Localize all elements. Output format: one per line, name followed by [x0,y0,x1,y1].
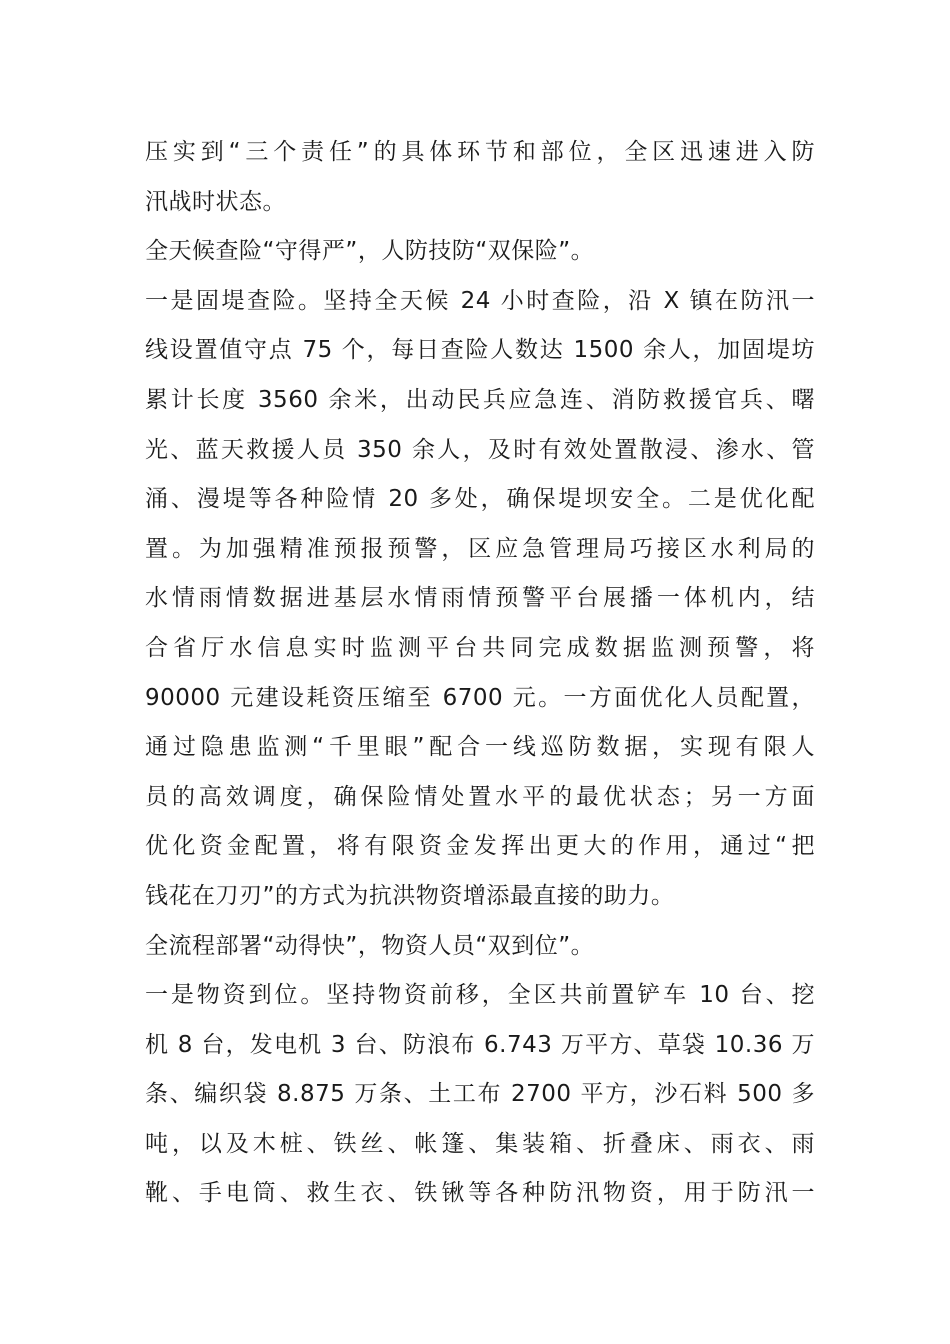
section-heading: 全流程部署“动得快”，物资人员“双到位”。 [145,932,595,959]
text-line: 压实到“三个责任”的具体环节和部位，全区迅速进入防 [145,139,815,165]
text-line: 合省厅水信息实时监测平台共同完成数据监测预警，将 [145,634,815,661]
text-line: 通过隐患监测“千里眼”配合一线巡防数据，实现有限人 [145,734,815,761]
text-line: 水情雨情数据进基层水情雨情预警平台展播一体机内，结 [145,585,815,612]
text-line: 优化资金配置，将有限资金发挥出更大的作用，通过“把 [145,833,815,860]
text-line: 员的高效调度，确保险情处置水平的最优状态；另一方面 [145,783,815,810]
text-line: 一是物资到位。坚持物资前移，全区共前置铲车 10 台、挖 [145,982,815,1009]
text-line: 钱花在刀刃”的方式为抗洪物资增添最直接的助力。 [145,882,675,909]
body-text [145,128,815,1219]
text-line: 90000 元建设耗资压缩至 6700 元。一方面优化人员配置， [145,684,815,711]
text-line: 置。为加强精准预报预警，区应急管理局巧接区水利局的 [145,535,815,562]
text-line: 条、编织袋 8.875 万条、土工布 2700 平方，沙石料 500 多 [145,1081,815,1108]
section-heading: 全天候查险“守得严”，人防技防“双保险”。 [145,238,595,265]
text-line: 涌、漫堤等各种险情 20 多处，确保堤坝安全。二是优化配 [145,486,815,513]
text-line: 汛战时状态。 [145,188,286,215]
text-line: 吨，以及木桩、铁丝、帐篷、集装箱、折叠床、雨衣、雨 [145,1130,815,1157]
text-line: 累计长度 3560 余米，出动民兵应急连、消防救援官兵、曙 [145,386,815,413]
text-line: 线设置值守点 75 个，每日查险人数达 1500 余人，加固堤坊 [145,337,815,364]
text-line: 机 8 台，发电机 3 台、防浪布 6.743 万平方、草袋 10.36 万 [145,1031,815,1058]
text-line: 靴、手电筒、救生衣、铁锹等各种防汛物资，用于防汛一 [145,1180,815,1207]
text-line: 一是固堤查险。坚持全天候 24 小时查险，沿 X 镇在防汛一 [145,287,815,314]
text-line: 光、蓝天救援人员 350 余人，及时有效处置散浸、渗水、管 [145,436,815,463]
